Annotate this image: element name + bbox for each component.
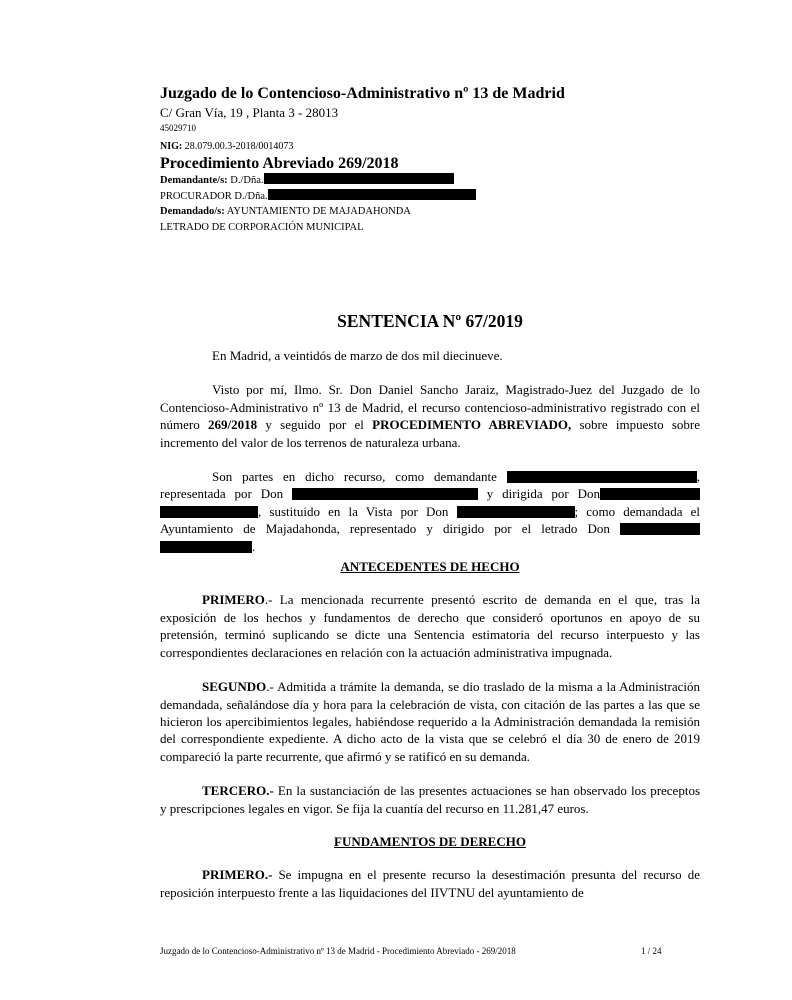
- partes-text: Son partes en dicho recurso, como demandante: [212, 469, 507, 485]
- antecedente-segundo: [160, 678, 700, 765]
- tercero-text: En la sustanciación de las presentes actuaciones se han observado los preceptos y prescripciones legales en vigor. Se fija la cuantía del recurso en 11.281,47 euros.: [160, 783, 700, 816]
- tercero-label: TERCERO.-: [202, 783, 274, 799]
- fundamento-primero-text: Se impugna en el presente recurso la desestimación presunta del recurso de reposición interpuesto frente a las liquidaciones del IIVTNU del ayuntamiento de: [160, 867, 700, 900]
- court-address: C/ Gran Vía, 19 , Planta 3 - 28013: [160, 105, 339, 120]
- redaction-block: [457, 506, 575, 518]
- demandante-label: Demandante/s:: [160, 175, 228, 186]
- court-code: 45029710: [160, 123, 196, 133]
- visto-text: y seguido por el: [257, 417, 373, 433]
- redaction-block: [264, 173, 454, 184]
- demandado-value: AYUNTAMIENTO DE MAJADAHONDA: [224, 206, 411, 217]
- date-line: En Madrid, a veintidós de marzo de dos mil diecinueve.: [212, 348, 503, 363]
- procurador-line: [160, 189, 720, 205]
- visto-text: Visto por mí, Ilmo. Sr. Don Daniel Sancho Jaraiz, Magistrado-Juez del Juzgado de lo Contencioso-Administrativo nº 13 de Madrid, el recurso contencioso-administrativo registrado con el número: [160, 382, 700, 433]
- antecedente-tercero: [160, 782, 700, 817]
- visto-paragraph: [160, 381, 700, 451]
- redaction-block: [600, 488, 700, 500]
- partes-text: , sustituido en la Vista por Don: [258, 503, 457, 519]
- page-number: 1 / 24: [641, 946, 662, 956]
- court-name: Juzgado de lo Contencioso-Administrativo nº 13 de Madrid: [160, 85, 565, 102]
- partes-text: .: [252, 538, 256, 554]
- redaction-block: [292, 488, 478, 500]
- partes-text: ; como demandada el Ayuntamiento de Majadahonda, representado y dirigido por el letrado Don: [160, 503, 700, 537]
- redaction-block: [620, 523, 700, 535]
- visto-procedure: PROCEDIMENTO ABREVIADO,: [372, 417, 572, 433]
- partes-text: y dirigida por Don: [477, 486, 600, 502]
- fundamento-primero-label: PRIMERO.-: [202, 867, 273, 883]
- segundo-label: SEGUNDO: [202, 679, 267, 695]
- footer-text: Juzgado de lo Contencioso-Administrativo nº 13 de Madrid - Procedimiento Abreviado - 269/2018: [160, 946, 516, 956]
- document-body: [160, 347, 700, 918]
- nig-label: NIG:: [160, 141, 183, 152]
- partes-text: , representada por Don: [160, 469, 700, 502]
- document-header: [160, 84, 720, 235]
- primero-text: .- La mencionada recurrente presentó escrito de demanda en el que, tras la exposición de los hechos y fundamentos de derecho que consideró oportunos en apoyo de su pretensión, terminó suplicando se dicte una Sentencia estimatoria del recurso interpuesto y las correspondientes declaraciones en relación con la actuación administrativa impugnada.: [160, 592, 700, 660]
- primero-label: PRIMERO: [202, 592, 265, 608]
- fundamento-primero: [160, 866, 700, 901]
- antecedentes-heading: ANTECEDENTES DE HECHO: [340, 559, 520, 575]
- redaction-block: [160, 541, 252, 553]
- demandante-value: D./Dña.: [227, 175, 264, 186]
- segundo-text: .- Admitida a trámite la demanda, se dio traslado de la misma a la Administración demandada, señalándose día y hora para la celebración de vista, con citación de las partes a las que se hicieron los apercibimientos legales, habiéndose requerido a la Administración demandada la remisión del correspondiente expediente. A dicho acto de la vista que se celebró el día 30 de enero de 2019 compareció la parte recurrente, que afirmó y se ratificó en su demanda.: [160, 679, 700, 764]
- visto-text: sobre impuesto sobre incremento del valor de los terrenos de naturaleza urbana.: [160, 417, 701, 450]
- page-footer: [160, 946, 680, 956]
- redaction-block: [507, 471, 697, 483]
- antecedente-primero: [160, 591, 700, 661]
- fundamentos-heading: FUNDAMENTOS DE DERECHO: [334, 833, 526, 849]
- partes-paragraph: [160, 468, 700, 555]
- nig-value: 28.079.00.3-2018/0014073: [182, 141, 294, 152]
- demandado-label: Demandado/s:: [160, 206, 225, 217]
- redaction-block: [268, 189, 476, 200]
- procurador-label: PROCURADOR D./Dña.: [160, 190, 268, 202]
- demandado-line: [160, 204, 720, 220]
- redaction-block: [160, 506, 258, 518]
- procedure-title: Procedimiento Abreviado 269/2018: [160, 155, 399, 172]
- sentence-title: SENTENCIA Nº 67/2019: [337, 311, 523, 331]
- letrado-line: LETRADO DE CORPORACIÓN MUNICIPAL: [160, 221, 364, 233]
- visto-number: 269/2018: [207, 417, 258, 433]
- nig-line: [160, 140, 720, 154]
- demandante-line: [160, 173, 720, 189]
